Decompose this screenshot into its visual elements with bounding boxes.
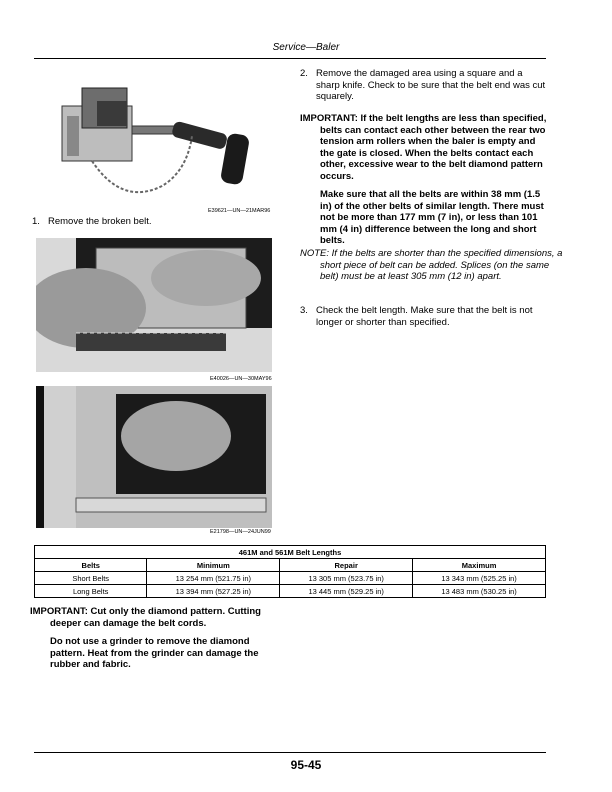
important-lead: IMPORTANT: Cut only the diamond pattern. Cutting deeper can damage the belt cords. <box>30 606 261 629</box>
step-text: Remove the damaged area using a square and a sharp knife. Check to be sure that the belt end was cut squarely. <box>316 68 546 102</box>
column-header: Minimum <box>147 559 280 572</box>
column-header: Maximum <box>413 559 546 572</box>
footer-rule <box>34 752 546 753</box>
figure-cutting-belt <box>36 238 272 372</box>
header-rule <box>34 58 546 59</box>
column-header: Repair <box>280 559 413 572</box>
note: NOTE: If the belts are shorter than the specified dimensions, a short piece of belt can be added. Splices (on the same belt) must be at least 305 mm (12 in) apart. <box>300 248 563 282</box>
table-cell: Short Belts <box>35 572 147 585</box>
table-cell: 13 483 mm (530.25 in) <box>413 585 546 598</box>
step-2 <box>300 68 548 103</box>
table-title: 461M and 561M Belt Lengths <box>35 546 546 559</box>
step-number: 1. <box>32 216 40 227</box>
table-cell: 13 254 mm (521.75 in) <box>147 572 280 585</box>
step-number: 2. <box>300 68 308 79</box>
table-cell: 13 343 mm (525.25 in) <box>413 572 546 585</box>
table-row <box>35 585 546 598</box>
page-header: Service—Baler <box>272 42 340 53</box>
step-text: Check the belt length. Make sure that the belt is not longer or shorter than specified. <box>316 305 533 328</box>
important-belt-length <box>300 113 548 247</box>
important-paragraph: Make sure that all the belts are within 38 mm (1.5 in) of the other belts of similar length. There must not be more than 177 mm (7 in), or less than 101 mm (4 in) difference between the long and short belts. <box>320 189 544 246</box>
important-lead: IMPORTANT: If the belt lengths are less than specified, belts can contact each other between the rear two tension arm rollers when the baler is empty and the gate is closed. When the belts contact each other, excessive wear to the belt diamond pattern occurs. <box>300 113 547 182</box>
figure-caption: E40026—UN—30MAY96 <box>210 376 272 382</box>
important-cut-pattern <box>30 606 282 671</box>
step-text: Remove the broken belt. <box>48 216 152 227</box>
squaring-belt-illustration <box>36 386 272 528</box>
step-3 <box>300 305 548 328</box>
table-cell: 13 394 mm (527.25 in) <box>147 585 280 598</box>
important-paragraph: Do not use a grinder to remove the diamond pattern. Heat from the grinder can damage the rubber and fabric. <box>50 636 259 670</box>
belt-tool-illustration <box>52 76 262 206</box>
page-number: 95-45 <box>290 758 322 772</box>
table-cell: 13 305 mm (523.75 in) <box>280 572 413 585</box>
belt-lengths-table <box>34 545 546 598</box>
column-header: Belts <box>35 559 147 572</box>
figure-caption: E39621—UN—21MAR96 <box>208 208 271 214</box>
figure-squaring-belt <box>36 386 272 528</box>
table-cell: 13 445 mm (529.25 in) <box>280 585 413 598</box>
figure-belt-tool <box>52 76 262 206</box>
cutting-belt-illustration <box>36 238 272 372</box>
step-number: 3. <box>300 305 308 316</box>
table-row <box>35 572 546 585</box>
figure-caption: E21798—UN—24JUN99 <box>210 529 271 535</box>
table-cell: Long Belts <box>35 585 147 598</box>
table-header-row <box>35 559 546 572</box>
step-1 <box>32 216 272 228</box>
